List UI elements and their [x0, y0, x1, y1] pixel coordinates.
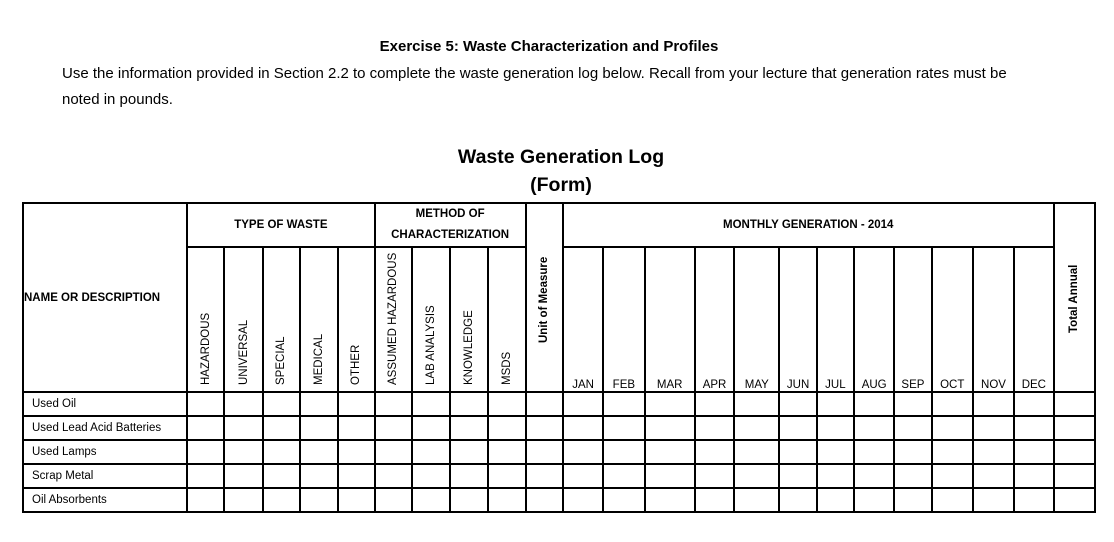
entry-cell[interactable] [1054, 392, 1095, 416]
entry-cell[interactable] [563, 488, 603, 512]
entry-cell[interactable] [645, 440, 695, 464]
col-special: SPECIAL [263, 247, 300, 392]
entry-cell[interactable] [817, 416, 854, 440]
entry-cell[interactable] [263, 488, 300, 512]
entry-cell[interactable] [894, 416, 931, 440]
entry-cell[interactable] [817, 464, 854, 488]
entry-cell[interactable] [973, 464, 1014, 488]
entry-cell[interactable] [412, 464, 450, 488]
entry-cell[interactable] [187, 464, 224, 488]
entry-cell[interactable] [1054, 440, 1095, 464]
entry-cell[interactable] [1014, 488, 1053, 512]
col-medical: MEDICAL [300, 247, 338, 392]
entry-cell[interactable] [1014, 464, 1053, 488]
entry-cell[interactable] [300, 464, 338, 488]
entry-cell[interactable] [817, 488, 854, 512]
entry-cell[interactable] [1054, 464, 1095, 488]
method-header-line1: METHOD OF [415, 208, 485, 220]
entry-cell[interactable] [375, 392, 412, 416]
entry-cell[interactable] [973, 440, 1014, 464]
entry-cell[interactable] [1054, 488, 1095, 512]
row-label: Used Lamps [23, 440, 187, 464]
entry-cell[interactable] [603, 440, 644, 464]
method-of-characterization-header [375, 203, 526, 247]
entry-cell[interactable] [932, 440, 973, 464]
entry-cell[interactable] [187, 440, 224, 464]
row-label: Oil Absorbents [23, 488, 187, 512]
entry-cell[interactable] [488, 392, 525, 416]
entry-cell[interactable] [695, 488, 734, 512]
col-mar: MAR [645, 247, 695, 392]
entry-cell[interactable] [603, 416, 644, 440]
table-row [23, 464, 1095, 488]
entry-cell[interactable] [488, 464, 525, 488]
entry-cell[interactable] [973, 488, 1014, 512]
table-row [23, 440, 1095, 464]
entry-cell[interactable] [338, 464, 374, 488]
form-title-main: Waste Generation Log [457, 146, 665, 168]
entry-cell[interactable] [779, 440, 816, 464]
entry-cell[interactable] [603, 392, 644, 416]
entry-cell[interactable] [412, 440, 450, 464]
entry-cell[interactable] [338, 440, 374, 464]
entry-cell[interactable] [263, 392, 300, 416]
entry-cell[interactable] [450, 464, 488, 488]
entry-cell[interactable] [603, 488, 644, 512]
entry-cell[interactable] [603, 464, 644, 488]
entry-cell[interactable] [224, 416, 262, 440]
col-other: OTHER [338, 247, 374, 392]
entry-cell[interactable] [224, 440, 262, 464]
entry-cell[interactable] [526, 488, 563, 512]
entry-cell[interactable] [734, 464, 779, 488]
entry-cell[interactable] [412, 416, 450, 440]
entry-cell[interactable] [563, 392, 603, 416]
entry-cell[interactable] [854, 416, 894, 440]
entry-cell[interactable] [695, 464, 734, 488]
entry-cell[interactable] [563, 416, 603, 440]
entry-cell[interactable] [526, 392, 563, 416]
entry-cell[interactable] [375, 416, 412, 440]
col-nov: NOV [973, 247, 1014, 392]
entry-cell[interactable] [1014, 440, 1053, 464]
entry-cell[interactable] [779, 464, 816, 488]
row-label: Scrap Metal [23, 464, 187, 488]
entry-cell[interactable] [450, 488, 488, 512]
entry-cell[interactable] [450, 440, 488, 464]
entry-cell[interactable] [450, 392, 488, 416]
entry-cell[interactable] [187, 392, 224, 416]
entry-cell[interactable] [412, 488, 450, 512]
col-assumed-hazardous: ASSUMED HAZARDOUS [375, 247, 412, 392]
entry-cell[interactable] [932, 392, 973, 416]
entry-cell[interactable] [734, 416, 779, 440]
entry-cell[interactable] [779, 416, 816, 440]
entry-cell[interactable] [734, 440, 779, 464]
entry-cell[interactable] [894, 440, 931, 464]
col-jun: JUN [779, 247, 816, 392]
entry-cell[interactable] [734, 488, 779, 512]
table-row [23, 416, 1095, 440]
col-apr: APR [695, 247, 734, 392]
entry-cell[interactable] [300, 440, 338, 464]
total-annual-header [1054, 203, 1095, 392]
row-label: Used Lead Acid Batteries [23, 416, 187, 440]
entry-cell[interactable] [224, 488, 262, 512]
entry-cell[interactable] [1014, 416, 1053, 440]
entry-cell[interactable] [263, 416, 300, 440]
table-row [23, 392, 1095, 416]
entry-cell[interactable] [695, 440, 734, 464]
entry-cell[interactable] [894, 392, 931, 416]
row-label: Used Oil [23, 392, 187, 416]
entry-cell[interactable] [645, 464, 695, 488]
entry-cell[interactable] [224, 464, 262, 488]
entry-cell[interactable] [488, 440, 525, 464]
entry-cell[interactable] [187, 416, 224, 440]
entry-cell[interactable] [450, 416, 488, 440]
entry-cell[interactable] [932, 488, 973, 512]
entry-cell[interactable] [488, 416, 525, 440]
entry-cell[interactable] [375, 488, 412, 512]
entry-cell[interactable] [412, 392, 450, 416]
entry-cell[interactable] [300, 488, 338, 512]
log-body [23, 392, 1095, 512]
entry-cell[interactable] [854, 440, 894, 464]
entry-cell[interactable] [338, 416, 374, 440]
unit-of-measure-header [526, 203, 563, 392]
col-lab-analysis: LAB ANALYSIS [412, 247, 450, 392]
entry-cell[interactable] [645, 392, 695, 416]
entry-cell[interactable] [894, 464, 931, 488]
entry-cell[interactable] [338, 488, 374, 512]
entry-cell[interactable] [563, 440, 603, 464]
form-title [0, 143, 1114, 199]
entry-cell[interactable] [695, 392, 734, 416]
entry-cell[interactable] [854, 488, 894, 512]
col-msds: MSDS [488, 247, 525, 392]
instructions-text: Use the information provided in Section 2.2 to complete the waste generation log below. Recall from your lecture that generation rates must be noted in pounds. [62, 65, 1007, 108]
entry-cell[interactable] [645, 416, 695, 440]
entry-cell[interactable] [563, 464, 603, 488]
entry-cell[interactable] [854, 392, 894, 416]
method-header-line2: CHARACTERIZATION [391, 229, 510, 241]
entry-cell[interactable] [526, 464, 563, 488]
monthly-generation-header: MONTHLY GENERATION - 2014 [563, 203, 1054, 247]
entry-cell[interactable] [932, 464, 973, 488]
entry-cell[interactable] [488, 488, 525, 512]
entry-cell[interactable] [375, 464, 412, 488]
col-jan: JAN [563, 247, 603, 392]
entry-cell[interactable] [854, 464, 894, 488]
entry-cell[interactable] [263, 464, 300, 488]
entry-cell[interactable] [375, 440, 412, 464]
entry-cell[interactable] [187, 488, 224, 512]
entry-cell[interactable] [645, 488, 695, 512]
col-oct: OCT [932, 247, 973, 392]
entry-cell[interactable] [526, 416, 563, 440]
entry-cell[interactable] [973, 416, 1014, 440]
col-dec: DEC [1014, 247, 1053, 392]
entry-cell[interactable] [894, 488, 931, 512]
col-may: MAY [734, 247, 779, 392]
col-jul: JUL [817, 247, 854, 392]
col-sep: SEP [894, 247, 931, 392]
table-row [23, 488, 1095, 512]
entry-cell[interactable] [779, 392, 816, 416]
total-annual-label: Total Annual [1068, 264, 1081, 333]
col-knowledge: KNOWLEDGE [450, 247, 488, 392]
col-universal: UNIVERSAL [224, 247, 262, 392]
col-feb: FEB [603, 247, 644, 392]
type-of-waste-header: TYPE OF WASTE [187, 203, 374, 247]
exercise-title: Exercise 5: Waste Characterization and Profiles [379, 38, 719, 55]
waste-generation-log-table [22, 202, 1096, 513]
entry-cell[interactable] [526, 440, 563, 464]
entry-cell[interactable] [263, 440, 300, 464]
entry-cell[interactable] [817, 392, 854, 416]
entry-cell[interactable] [338, 392, 374, 416]
unit-of-measure-label: Unit of Measure [538, 256, 551, 343]
entry-cell[interactable] [300, 416, 338, 440]
entry-cell[interactable] [817, 440, 854, 464]
name-description-header: NAME OR DESCRIPTION [23, 203, 187, 392]
entry-cell[interactable] [932, 416, 973, 440]
entry-cell[interactable] [695, 416, 734, 440]
col-hazardous: HAZARDOUS [187, 247, 224, 392]
entry-cell[interactable] [1014, 392, 1053, 416]
form-title-sub: (Form) [530, 174, 592, 196]
entry-cell[interactable] [300, 392, 338, 416]
entry-cell[interactable] [224, 392, 262, 416]
col-aug: AUG [854, 247, 894, 392]
entry-cell[interactable] [734, 392, 779, 416]
entry-cell[interactable] [1054, 416, 1095, 440]
entry-cell[interactable] [779, 488, 816, 512]
entry-cell[interactable] [973, 392, 1014, 416]
